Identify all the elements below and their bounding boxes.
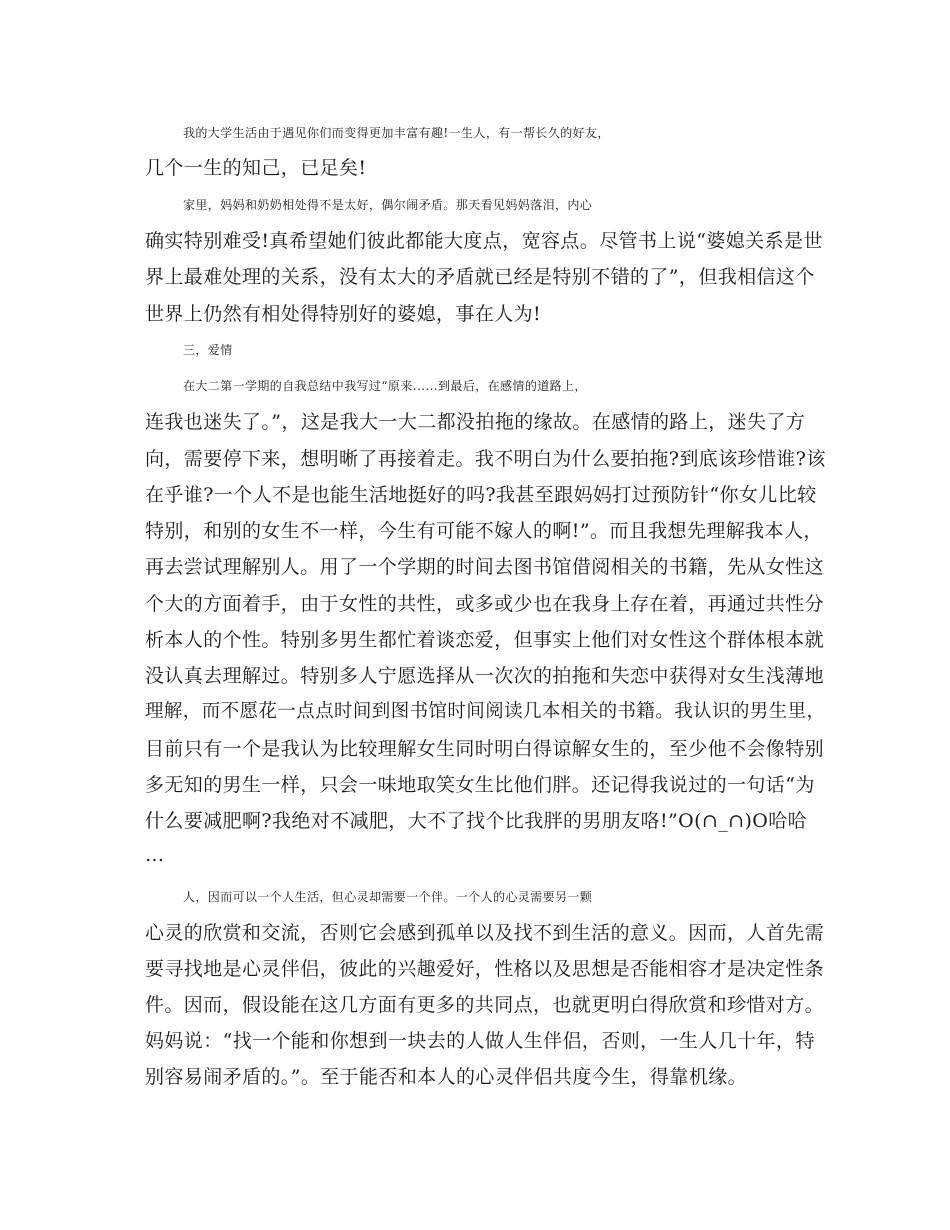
paragraph-line: 析本人的个性。特别多男生都忙着谈恋爱，但事实上他们对女性这个群体根本就 [145, 629, 825, 651]
paragraph-line: 确实特别难受!真希望她们彼此都能大度点，宽容点。尽管书上说“婆媳关系是世 [145, 230, 823, 252]
paragraph-line: 世界上仍然有相处得特别好的婆媳，事在人为! [145, 303, 542, 325]
paragraph-line: 目前只有一个是我认为比较理解女生同时明白得谅解女生的，至少他不会像特别 [145, 738, 825, 760]
paragraph-line: 什么要减肥啊?我绝对不减肥，大不了找个比我胖的男朋友咯!”O(∩_∩)O哈哈 [145, 810, 808, 832]
paragraph-line: 心灵的欣赏和交流，否则它会感到孤单以及找不到生活的意义。因而，人首先需 [145, 922, 825, 944]
paragraph-line: 在乎谁?一个人不是也能生活地挺好的吗?我甚至跟妈妈打过预防针“你女儿比较 [145, 484, 817, 506]
paragraph-line: 我的大学生活由于遇见你们而变得更加丰富有趣!一生人，有一帮长久的好友， [183, 126, 610, 140]
paragraph-line: … [145, 844, 165, 866]
paragraph-line: 件。因而，假设能在这几方面有更多的共同点，也就更明白得欣赏和珍惜对方。 [145, 994, 825, 1016]
paragraph-line: 连我也迷失了。”，这是我大一大二都没拍拖的缘故。在感情的路上，迷失了方 [145, 411, 806, 433]
paragraph-line: 向，需要停下来，想明晰了再接着走。我不明白为什么要拍拖?到底该珍惜谁?该 [145, 448, 826, 470]
paragraph-line: 多无知的男生一样，只会一味地取笑女生比他们胖。还记得我说过的一句话“为 [145, 774, 815, 796]
paragraph-line: 人，因而可以一个人生活，但心灵却需要一个伴。一个人的心灵需要另一颗 [183, 890, 593, 904]
paragraph-line: 要寻找地是心灵伴侣，彼此的兴趣爱好，性格以及思想是否能相容才是决定性条 [145, 958, 825, 980]
paragraph-line: 个大的方面着手，由于女性的共性，或多或少也在我身上存在着，再通过共性分 [145, 593, 825, 615]
paragraph-line: 别容易闹矛盾的。”。至于能否和本人的心灵伴侣共度今生，得靠机缘。 [145, 1066, 748, 1088]
paragraph-line: 几个一生的知己，已足矣! [145, 157, 367, 179]
paragraph-line: 再去尝试理解别人。用了一个学期的时间去图书馆借阅相关的书籍，先从女性这 [145, 556, 825, 578]
paragraph-line: 在大二第一学期的自我总结中我写过“原来......到最后，在感情的道路上， [183, 379, 587, 393]
paragraph-line: 界上最难处理的关系，没有太大的矛盾就已经是特别不错的了”，但我相信这个 [145, 266, 815, 288]
paragraph-line: 理解，而不愿花一点点时间到图书馆时间阅读几本相关的书籍。我认识的男生里， [145, 701, 826, 722]
paragraph-line: 妈妈说：“找一个能和你想到一块去的人做人生伴侣，否则，一生人几十年，特 [145, 1030, 815, 1052]
paragraph-line: 没认真去理解过。特别多人宁愿选择从一次次的拍拖和失恋中获得对女生浅薄地 [145, 665, 825, 687]
paragraph-line: 家里，妈妈和奶奶相处得不是太好，偶尔闹矛盾。那天看见妈妈落泪，内心 [183, 198, 593, 212]
paragraph-line: 特别，和别的女生不一样，今生有可能不嫁人的啊!”。而且我想先理解我本人， [145, 520, 823, 542]
section-heading: 三，爱情 [183, 343, 233, 357]
